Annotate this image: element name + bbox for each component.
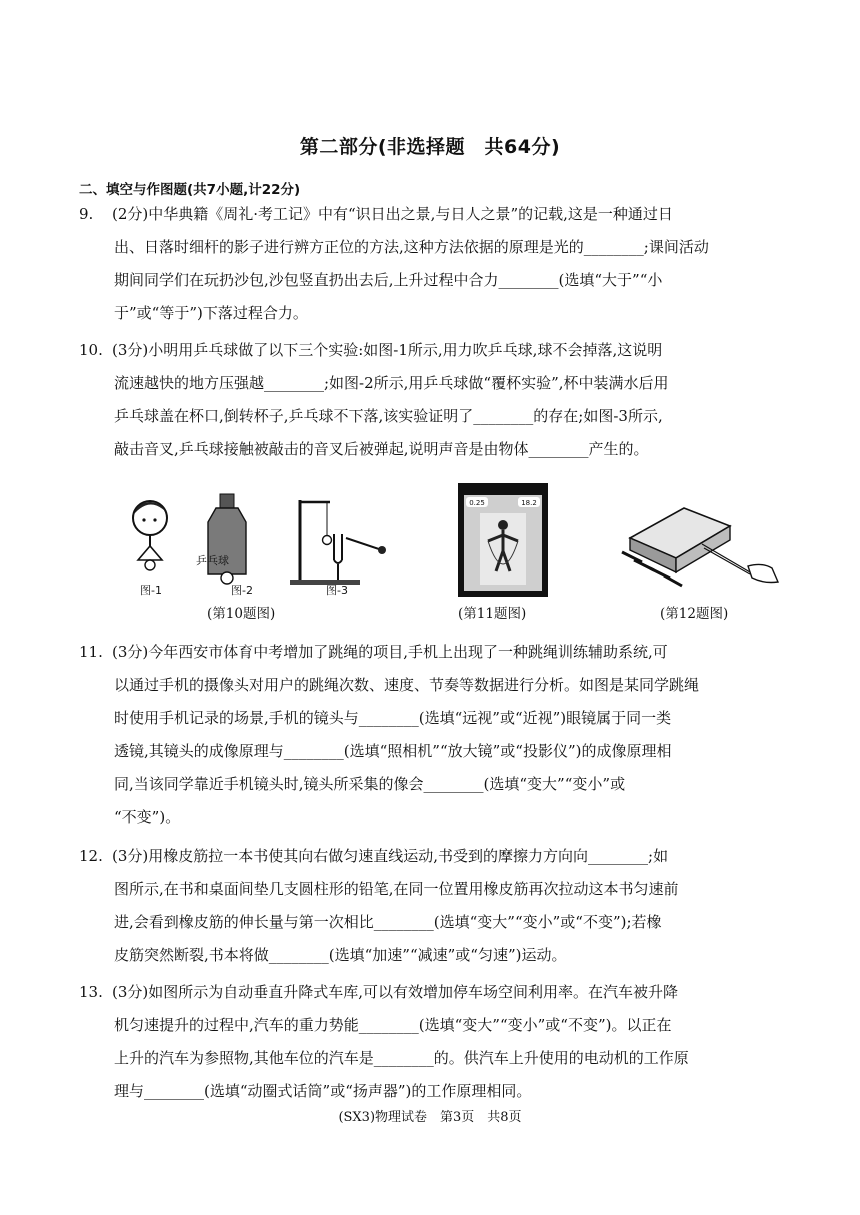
figure-2-inverted-cup <box>208 494 246 584</box>
question-line: 出、日落时细杆的影子进行辨方正位的方法,这种方法依据的原理是光的________;课间活动 <box>114 238 709 256</box>
figure-12-book-pencils <box>620 500 780 592</box>
question-line: 机匀速提升的过程中,汽车的重力势能________(选填“变大”“变小”或“不变”)。以正在 <box>114 1016 672 1034</box>
question-line: 同,当该同学靠近手机镜头时,镜头所采集的像会________(选填“变大”“变小”或 <box>114 775 626 793</box>
question-11 <box>79 636 784 834</box>
question-line: 图所示,在书和桌面间垫几支圆柱形的铅笔,在同一位置用橡皮筋再次拉动这本书匀速前 <box>114 880 679 898</box>
question-line: 流速越快的地方压强越________;如图-2所示,用乒乓球做“覆杯实验”,杯中装满水后用 <box>114 374 669 392</box>
question-line: 皮筋突然断裂,书本将做________(选填“加速”“减速”或“匀速”)运动。 <box>114 946 567 964</box>
part-title: 第二部分(非选择题 共64分) <box>299 136 561 158</box>
question-line: (3分)小明用乒乓球做了以下三个实验:如图-1所示,用力吹乒乓球,球不会掉落,这说明 <box>112 341 663 359</box>
figure-10-caption: (第10题图) <box>207 606 276 622</box>
phone-timer-right: 18.2 <box>521 499 537 507</box>
figure-3-label: 图-3 <box>326 584 348 597</box>
figure-2-label: 图-2 <box>231 584 253 597</box>
question-line: 时使用手机记录的场景,手机的镜头与________(选填“远视”或“近视”)眼镜属于同一类 <box>114 709 672 727</box>
question-number: 13. <box>79 983 103 1001</box>
question-line: (2分)中华典籍《周礼·考工记》中有“识日出之景,与日人之景”的记载,这是一种通过日 <box>112 205 673 223</box>
question-number: 10. <box>79 341 103 359</box>
question-line: (3分)用橡皮筋拉一本书使其向右做匀速直线运动,书受到的摩擦力方向向________;如 <box>112 847 669 865</box>
figure-1-label: 图-1 <box>140 584 162 597</box>
figure-1-blowing <box>133 501 167 570</box>
question-line: 期间同学们在玩扔沙包,沙包竖直扔出去后,上升过程中合力________(选填“大于”“小 <box>114 271 663 289</box>
question-12 <box>79 840 784 972</box>
figure-11-caption: (第11题图) <box>458 606 527 622</box>
question-9 <box>79 198 784 330</box>
question-13 <box>79 976 784 1108</box>
figure-3-tuning-fork <box>290 500 386 585</box>
question-line: 进,会看到橡皮筋的伸长量与第一次相比________(选填“变大”“变小”或“不变”);若橡 <box>114 913 662 931</box>
question-line: 以通过手机的摄像头对用户的跳绳次数、速度、节奏等数据进行分析。如图是某同学跳绳 <box>114 676 700 694</box>
question-line: 理与________(选填“动圈式话筒”或“扬声器”)的工作原理相同。 <box>114 1082 532 1100</box>
section-heading: 二、填空与作图题(共7小题,计22分) <box>79 182 301 198</box>
question-line: “不变”)。 <box>114 808 181 826</box>
phone-timer-left: 0.25 <box>469 499 485 507</box>
question-line: (3分)今年西安市体育中考增加了跳绳的项目,手机上出现了一种跳绳训练辅助系统,可 <box>112 643 668 661</box>
question-10 <box>79 334 784 466</box>
question-number: 11. <box>79 643 103 661</box>
question-number: 12. <box>79 847 103 865</box>
figure-11-phone <box>458 483 548 597</box>
question-line: 于”或“等于”)下落过程合力。 <box>114 304 308 322</box>
page-footer: (SX3)物理试卷 第3页 共8页 <box>338 1110 522 1125</box>
question-line: 敲击音叉,乒乓球接触被敲击的音叉后被弹起,说明声音是由物体________产生的。 <box>114 440 649 458</box>
question-line: 乒乓球盖在杯口,倒转杯子,乒乓球不下落,该实验证明了________的存在;如图-3所示, <box>114 407 663 425</box>
question-line: (3分)如图所示为自动垂直升降式车库,可以有效增加停车场空间利用率。在汽车被升降 <box>112 983 679 1001</box>
question-number: 9. <box>79 205 94 223</box>
pingpong-label: 乒乓球 <box>196 554 229 567</box>
figure-12-caption: (第12题图) <box>660 606 729 622</box>
question-line: 透镜,其镜头的成像原理与________(选填“照相机”“放大镜”或“投影仪”)的成像原理相 <box>114 742 672 760</box>
question-line: 上升的汽车为参照物,其他车位的汽车是________的。供汽车上升使用的电动机的工作原 <box>114 1049 689 1067</box>
